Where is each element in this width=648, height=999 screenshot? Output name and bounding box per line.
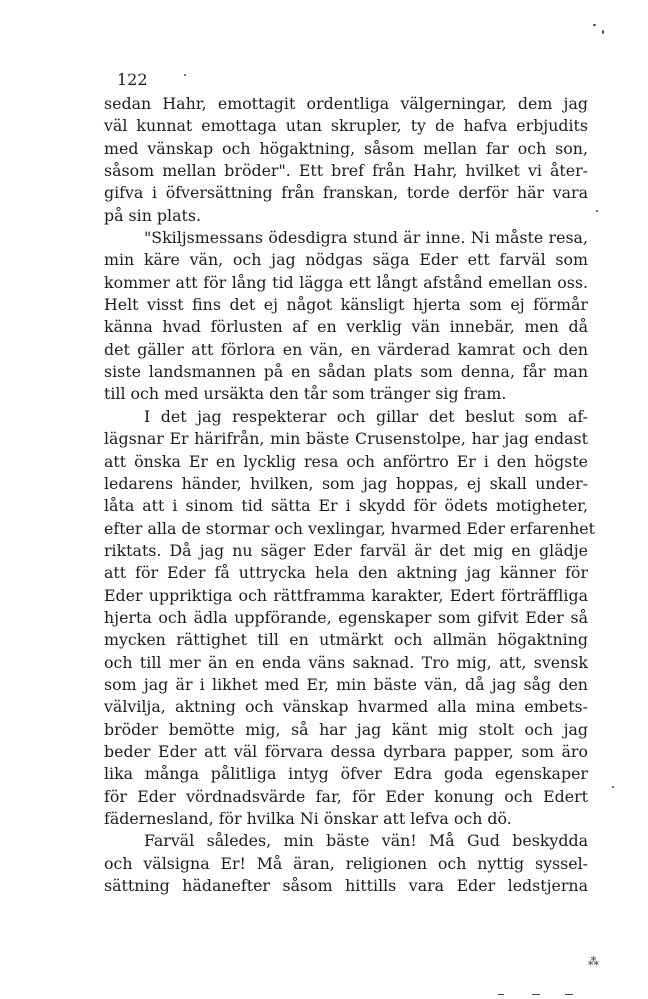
text-line: hjerta och ädla uppförande, egenskaper som gifvit Eder så bbox=[104, 607, 588, 627]
text-line: att önska Er en lycklig resa och anförtro Er i den högste bbox=[104, 451, 588, 471]
text-line: lika många pålitliga intyg öfver Edra goda egenskaper bbox=[104, 764, 588, 784]
text-line: och välsigna Er! Må äran, religionen och nyttig syssel- bbox=[104, 853, 588, 873]
text-line: mycken rättighet till en utmärkt och allmän högaktning bbox=[104, 630, 588, 650]
text-line: Eder uppriktiga och rättframma karakter, Edert förträffliga bbox=[104, 585, 588, 605]
page-number: 122 bbox=[117, 70, 148, 89]
text-line: låta att i sinom tid sätta Er i skydd för ödets motigheter, bbox=[104, 496, 588, 516]
text-line: beder Eder att väl förvara dessa dyrbara papper, som äro bbox=[104, 741, 588, 761]
text-line: välvilja, aktning och vänskap hvarmed alla mina embets- bbox=[104, 697, 588, 717]
text-line: efter alla de stormar och vexlingar, hvarmed Eder erfarenhet bbox=[104, 518, 595, 538]
text-line: fädernesland, för hvilka Ni önskar att lefva och dö. bbox=[104, 809, 512, 828]
text-line: min käre vän, och jag nödgas säga Eder ett farväl som bbox=[104, 250, 588, 270]
scan-speck bbox=[184, 74, 186, 76]
text-line: Helt visst fins det ej något känsligt hjerta som ej förmår bbox=[104, 295, 588, 315]
scan-speck bbox=[593, 24, 596, 26]
text-line: med vänskap och högaktning, såsom mellan far och son, bbox=[104, 138, 588, 158]
text-line: sedan Hahr, emottagit ordentliga välgerningar, dem jag bbox=[104, 94, 588, 113]
scan-speck bbox=[602, 30, 604, 34]
text-line: bröder bemötte mig, så har jag känt mig stolt och jag bbox=[104, 719, 588, 739]
text-line: kommer att för lång tid lägga ett långt afstånd emellan oss. bbox=[104, 272, 588, 292]
text-line: sättning hädanefter såsom hittills vara Eder ledstjerna bbox=[104, 876, 588, 896]
text-line: I det jag respekterar och gillar det beslut som af- bbox=[144, 406, 588, 426]
text-line: riktats. Då jag nu säger Eder farväl är det mig en glädje bbox=[104, 540, 588, 560]
text-line: för Eder vördnadsvärde far, för Eder konung och Edert bbox=[104, 786, 588, 806]
text-line: "Skiljsmessans ödesdigra stund är inne. Ni måste resa, bbox=[144, 228, 588, 248]
text-line: till och med ursäkta den tår som tränger sig fram. bbox=[104, 384, 507, 404]
scan-speck bbox=[596, 210, 598, 212]
printer-mark-icon: ⁂ bbox=[588, 955, 598, 968]
text-line: att för Eder få uttrycka hela den aktning jag känner för bbox=[104, 563, 588, 583]
text-line: det gäller att förlora en vän, en värderad kamrat och den bbox=[104, 339, 588, 359]
scan-speck bbox=[565, 994, 573, 995]
text-line: på sin plats. bbox=[104, 205, 201, 225]
text-line: gifva i öfversättning från franskan, torde derför här vara bbox=[104, 183, 588, 203]
text-line: känna hvad förlusten af en verklig vän innebär, men då bbox=[104, 317, 588, 337]
text-line: som jag är i likhet med Er, min bäste vän, då jag såg den bbox=[104, 674, 588, 694]
text-line: Farväl således, min bäste vän! Må Gud beskydda bbox=[144, 831, 588, 851]
scan-speck bbox=[532, 994, 540, 995]
text-line: såsom mellan bröder". Ett bref från Hahr, hvilket vi åter- bbox=[104, 161, 588, 181]
scan-speck bbox=[612, 786, 614, 788]
scan-speck bbox=[498, 994, 504, 995]
body-text bbox=[104, 93, 595, 897]
text-line: siste landsmannen på en sådan plats som denna, får man bbox=[104, 362, 588, 382]
text-line: väl kunnat emottaga utan skrupler, ty de hafva erbjudits bbox=[104, 116, 588, 136]
text-line: ledarens händer, hvilken, som jag hoppas, ej skall under- bbox=[104, 473, 588, 493]
text-line: och till mer än en enda väns saknad. Tro mig, att, svensk bbox=[104, 652, 588, 672]
text-line: lägsnar Er härifrån, min bäste Crusenstolpe, har jag endast bbox=[104, 429, 588, 449]
